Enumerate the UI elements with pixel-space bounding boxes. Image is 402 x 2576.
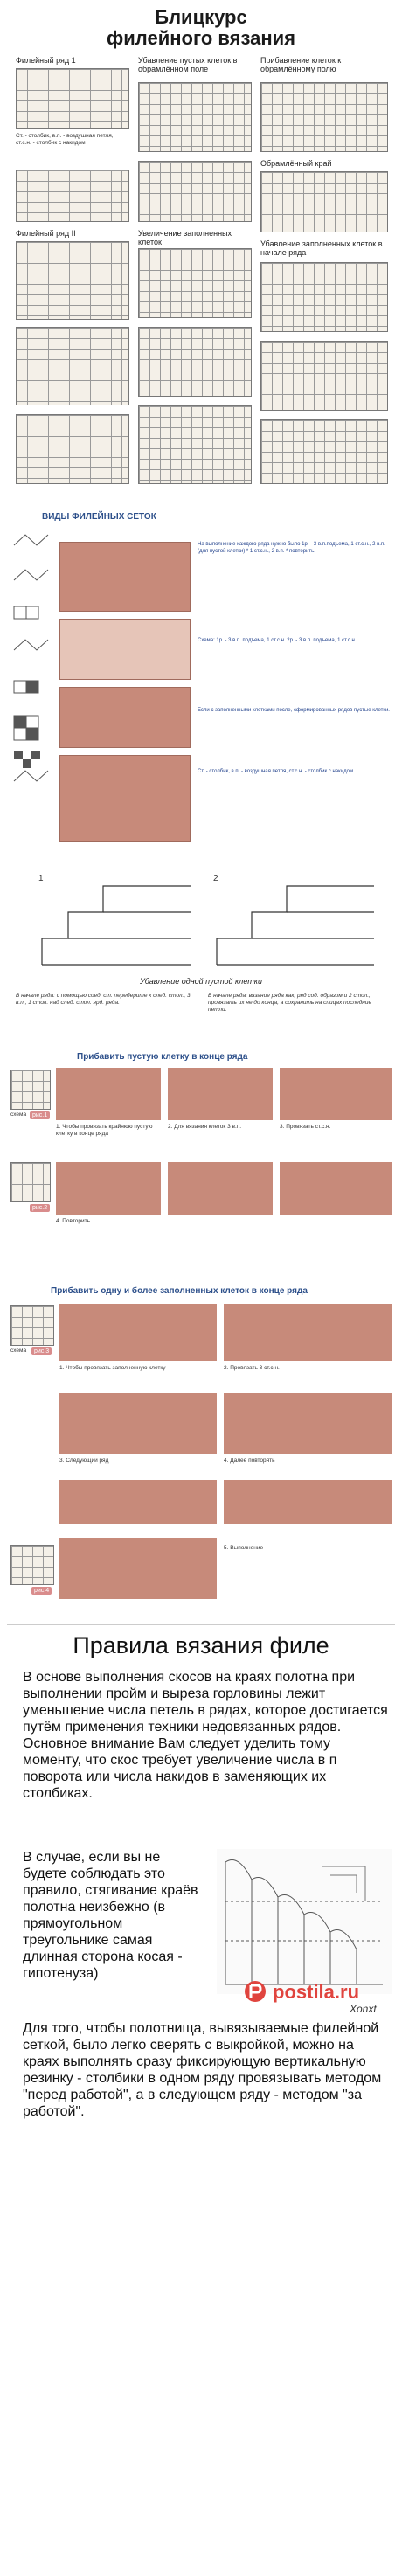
row1-diagram-2 [16, 170, 129, 222]
add-filled-step-1: 1. Чтобы провязать заполненную клетку [59, 1365, 166, 1371]
decrease-filled-diagram [260, 262, 388, 332]
add-empty-diagram [260, 82, 388, 152]
mesh-note-4: Ст. - столбик, в.п. - воздушная петля, ст.с.н. - столбик с накидом [198, 769, 354, 774]
add-empty-fig1: рис.1 [30, 1111, 50, 1119]
add-empty-step-2: 2. Для вязания клеток 3 в.п. [168, 1124, 242, 1130]
course-title-line1: Блицкурс [155, 6, 247, 28]
add-empty-photo-4 [56, 1162, 161, 1215]
add-empty-scheme-2 [10, 1162, 51, 1202]
decrease-num-1: 1 [38, 874, 44, 883]
row1-diagram [16, 68, 129, 129]
decrease-left-text: В начале ряда: с помощью соед. ст. переберите к след. стол., 3 в.п., 1 стол. над след. стол. ярд. ряда. [16, 993, 191, 1006]
add-empty-step-3: 3. Провязать ст.с.н. [280, 1124, 331, 1130]
brand-logo [241, 1978, 386, 2008]
rules-paragraph-1: В основе выполнения скосов на краях полотна при выполнении пройм и выреза горловины лежит уменьшение числа петель в рядах, которое достигается путём применения техники недовязанных рядов. Основное внимание Вам следует уделить тому моменту, что скос требует увеличение числа в п поворота или числа накидов в заменяющих их столбиках. [23, 1670, 388, 1801]
decrease-filled-label: Убавление заполненных клеток в начале ряда [260, 239, 383, 257]
decrease-filled-diagram-2 [260, 341, 388, 411]
row2-diagram [16, 241, 129, 320]
add-filled-photo-6 [224, 1480, 392, 1524]
mesh-photo-2 [59, 619, 191, 680]
rules-watermark: Xonxt [350, 2003, 377, 2015]
add-filled-fig3: рис.3 [31, 1347, 52, 1355]
add-filled-photo-7 [59, 1538, 217, 1599]
mesh-chart-icons [12, 528, 56, 834]
rules-title: Правила вязания филе [73, 1632, 329, 1658]
add-filled-photo-3 [59, 1393, 217, 1454]
rules-divider [7, 1624, 395, 1625]
row2-diagram-3 [16, 414, 129, 484]
add-empty-photo-6 [280, 1162, 392, 1215]
decrease-filled-diagram-3 [260, 419, 388, 484]
add-filled-step-4: 4. Далее повторять [224, 1458, 275, 1464]
add-filled-scheme-1 [10, 1305, 54, 1346]
brand-name: postila.ru [273, 1981, 360, 2003]
decrease-caption: Убавление одной пустой клетки [139, 977, 263, 986]
mesh-note-2: Схема: 1р. - 3 в.п. подъема, 1 ст.с.н. 2р. - 3 в.п. подъема, 1 ст.с.н. [198, 638, 357, 643]
rules-card [7, 1631, 395, 2569]
add-filled-card [7, 1283, 395, 1608]
add-filled-photo-2 [224, 1304, 392, 1361]
mesh-types-card [7, 507, 395, 855]
add-filled-heading: Прибавить одну и более заполненных клеток в конце ряда [51, 1286, 308, 1296]
increase-filled-diagram-3 [138, 405, 252, 484]
decrease-card [7, 865, 395, 1040]
increase-filled-diagram [138, 248, 252, 318]
row2-label: Филейный ряд II [16, 229, 76, 238]
increase-filled-diagram-2 [138, 327, 252, 397]
decrease-right-text: В начале ряда: вязание ряда как, ряд сод. образом и 2 стол., провязать их не до конца, а сохранить на спицах последние петли. [208, 993, 372, 1013]
rules-paragraph-2: В случае, если вы не будете соблюдать это правило, стягивание краёв полотна неизбежно (в прямоугольном треугольнике самая длинная сторона косая - гипотенуза) [23, 1850, 198, 1981]
row1-label: Филейный ряд 1 [16, 56, 76, 65]
add-filled-photo-4 [224, 1393, 392, 1454]
row2-diagram-2 [16, 327, 129, 405]
plain-edge-label: Обрамлённый край [260, 159, 332, 168]
increase-filled-label: Увеличение заполненных клеток [138, 229, 232, 246]
add-empty-photo-3 [280, 1068, 392, 1120]
empty-cell-label: Убавление пустых клеток в обрамлённом поле [138, 56, 238, 73]
row1-desc [16, 133, 129, 168]
add-filled-step-5: 5. Выполнение [224, 1545, 264, 1551]
decrease-diagram [16, 869, 386, 973]
add-filled-scheme-2 [10, 1545, 54, 1585]
add-filled-scheme-label: схема [10, 1347, 27, 1354]
add-empty-label: Прибавление клеток к обрамлённому полю [260, 56, 342, 73]
course-title-line2: филейного вязания [107, 27, 295, 49]
add-empty-card [7, 1049, 395, 1274]
mesh-photo-4 [59, 755, 191, 842]
mesh-photo-1 [59, 542, 191, 612]
add-filled-fig4: рис.4 [31, 1587, 52, 1595]
plain-edge-diagram [260, 171, 388, 232]
add-empty-step-1: 1. Чтобы провязать крайнюю пустую клетку в конце ряда [56, 1124, 153, 1137]
brand-logo-icon [241, 1978, 269, 2005]
add-filled-photo-5 [59, 1480, 217, 1524]
add-empty-fig2: рис.2 [30, 1204, 50, 1212]
add-empty-scheme-label: схема [10, 1111, 27, 1118]
row1-desc-text: Ст. - столбик, в.п. - воздушная петля, ст.с.н. - столбик с накидом [16, 133, 114, 146]
add-empty-photo-5 [168, 1162, 273, 1215]
add-empty-scheme-1 [10, 1070, 51, 1110]
add-filled-photo-1 [59, 1304, 217, 1361]
mesh-note-3: Если с заполненными клетками после, сформированных рядов пустые клетки. [198, 708, 390, 713]
mesh-photo-3 [59, 687, 191, 748]
add-empty-heading: Прибавить пустую клетку в конце ряда [77, 1052, 248, 1062]
mesh-note-1: На выполнение каждого ряда нужно было 1р. - 3 в.п.подъема, 1 ст.с.н., 2 в.п. (для пустой клетки) * 1 ст.с.н., 2 в.п. * повторить. [198, 542, 385, 554]
empty-cell-diagram [138, 82, 252, 152]
add-filled-step-3: 3. Следующий ряд [59, 1458, 109, 1464]
add-empty-step-4: 4. Повторить [56, 1218, 90, 1224]
add-empty-photo-1 [56, 1068, 161, 1120]
mesh-types-heading: ВИДЫ ФИЛЕЙНЫХ СЕТОК [42, 512, 156, 522]
add-filled-step-2: 2. Провязать 3 ст.с.н. [224, 1365, 280, 1371]
empty-cell-diagram-2 [138, 161, 252, 222]
rules-diagram [217, 1849, 392, 1994]
decrease-num-2: 2 [213, 874, 218, 883]
rules-paragraph-3: Для того, чтобы полотнища, вывязываемые филейной сеткой, было легко сверять с выкройкой, можно на краях выполнять сразу фиксирующую вертикальную резинку - столбики в одном ряду провязывать методом "перед работой", а в следующем ряду - методом "за работой". [23, 2021, 382, 2119]
add-empty-photo-2 [168, 1068, 273, 1120]
course-card [12, 3, 390, 493]
